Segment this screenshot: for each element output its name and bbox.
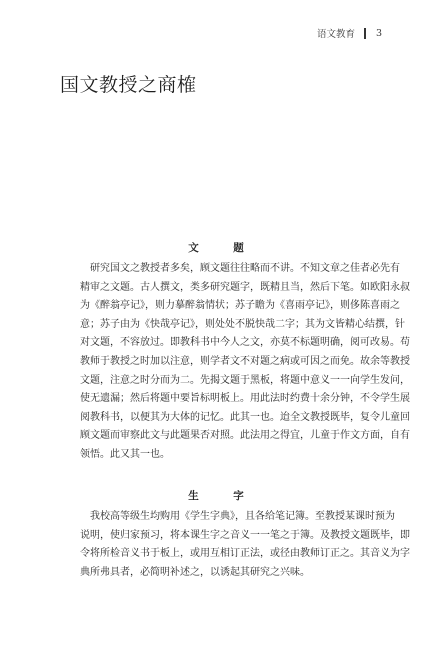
body-line: 精审之文题。古人撰文，类多研究题字，既精且当，然后下笔。如欧阳永叔 — [80, 281, 410, 293]
page-number: 3 — [375, 27, 382, 39]
body-line: 研究国文之教授者多矣，顾文题往往略而不讲。不知文章之佳者必先有 — [80, 263, 400, 274]
body-line: 意；苏子由为《快哉亭记》，则处处不脱快哉二字；其为文皆精心结撰，针 — [80, 318, 405, 330]
body-line: 顾文题而审察此文与此题果否对照。此法用之得宜，儿童于作文方面，自有 — [80, 430, 410, 442]
body-line: 领悟。此又其一也。 — [80, 448, 170, 460]
section-body-wenti — [80, 260, 410, 465]
body-line: 对文题，不容放过。即教科书中今人之文，亦莫不标题明确，阅可改易。苟 — [80, 337, 410, 349]
running-header-section: 语文教育 — [316, 29, 355, 40]
body-line: 令将所检音义书于板上，或用互相订正法，或径由教师订正之。其音义为字 — [80, 548, 410, 560]
body-line: 使无遗漏；然后将题中要旨标明板上。用此法时约费十余分钟，不令学生展 — [80, 393, 410, 405]
section-heading-shengzi: 生 字 — [188, 490, 256, 502]
running-header-divider — [364, 28, 366, 39]
body-line: 阅教科书，以便其为大体的记忆。此其一也。迨全文教授既毕，复令儿童回 — [80, 411, 410, 423]
section-body-shengzi — [80, 508, 410, 582]
body-line: 说明，使归家预习，将本课生字之音义一一笔之于簿。及教授文题既毕，即 — [80, 529, 410, 541]
body-line: 为《醉翁亭记》，则力摹醉翁情状；苏子瞻为《喜雨亭记》，则侈陈喜雨之 — [80, 300, 400, 312]
chapter-title: 国文教授之商榷 — [60, 74, 197, 96]
body-line: 教师于教授之时加以注意，则学者文不对题之病或可因之而免。故余等教授 — [80, 355, 410, 367]
body-line: 文题，注意之时分而为二。先揭文题于黑板，将题中意义一一向学生发问， — [80, 374, 410, 386]
section-heading-wenti: 文 题 — [188, 242, 256, 254]
body-line: 典所弗具者，必简明补述之，以诱起其研究之兴味。 — [80, 566, 310, 578]
running-header — [317, 26, 382, 40]
body-line: 我校高等级生均购用《学生字典》，且各给笔记簿。至教授某课时预为 — [80, 511, 395, 522]
